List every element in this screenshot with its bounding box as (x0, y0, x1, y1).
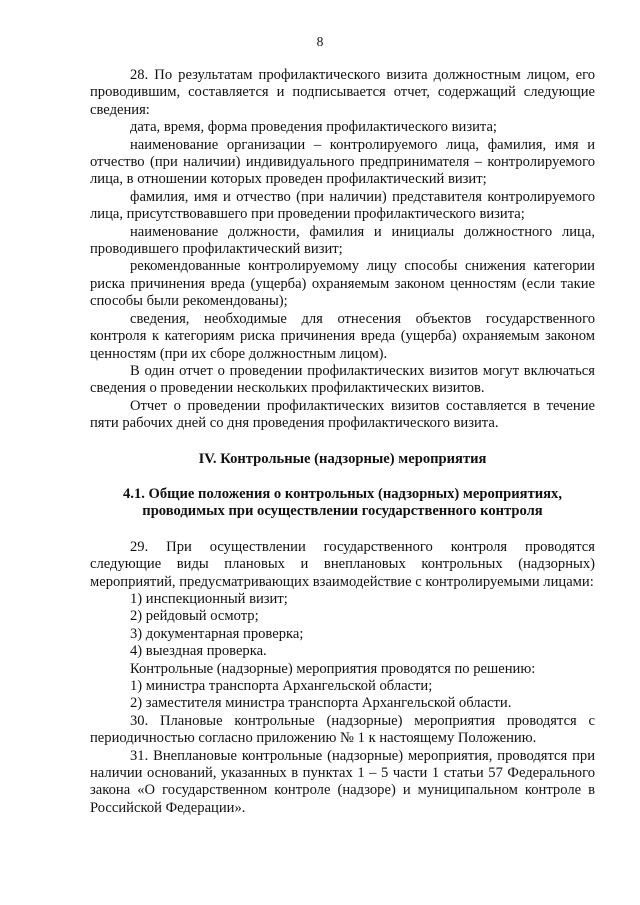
list-item-documentary-check: 3) документарная проверка; (130, 625, 304, 642)
report-item-official: наименование должности, фамилия и инициалы должностного лица, проводившего профилактический визит; (90, 223, 595, 258)
report-item-risk-data: сведения, необходимые для отнесения объектов государственного контроля к категориям риска причинения вреда (ущерба) охраняемым законом ценностям (при их сборе должностным лицом). (90, 310, 595, 362)
paragraph-29-intro: 29. При осуществлении государственного контроля проводятся следующие виды плановых и внеплановых контрольных (надзорных) мероприятий, предусматривающих взаимодействие с контролируемыми лицами: (90, 538, 595, 590)
report-item-representative: фамилия, имя и отчество (при наличии) представителя контролируемого лица, присутствовавшего при проведении профилактического визита; (90, 188, 595, 223)
list-item-inspection-visit: 1) инспекционный визит; (130, 590, 288, 607)
list-item-raid-inspection: 2) рейдовый осмотр; (130, 608, 259, 625)
subsection-heading: 4.1. Общие положения о контрольных (надзорных) мероприятиях, проводимых при осуществлении государственного контроля (123, 485, 562, 520)
paragraph-30: 30. Плановые контрольные (надзорные) мероприятия проводятся с периодичностью согласно приложению № 1 к настоящему Положению. (90, 712, 595, 747)
report-item-organization: наименование организации – контролируемого лица, фамилия, имя и отчество (при наличии) индивидуального предпринимателя – контролируемого лица, в отношении которых проведен профилактический визит; (90, 136, 595, 188)
page-number: 8 (316, 34, 324, 49)
section-heading: IV. Контрольные (надзорные) мероприятия (198, 450, 487, 467)
list-item-minister: 1) министра транспорта Архангельской области; (130, 678, 433, 694)
paragraph-report-deadline: Отчет о проведении профилактических визитов составляется в течение пяти рабочих дней со дня проведения профилактического визита. (90, 397, 595, 432)
paragraph-decision-intro: Контрольные (надзорные) мероприятия проводятся по решению: (130, 660, 536, 677)
report-item-date-time: дата, время, форма проведения профилактического визита; (130, 119, 497, 136)
paragraph-single-report: В один отчет о проведении профилактических визитов могут включаться сведения о проведении нескольких профилактических визитов. (90, 362, 595, 397)
report-item-recommendations: рекомендованные контролируемому лицу способы снижения категории риска причинения вреда (ущерба) охраняемым законом ценностям (если такие способы были рекомендованы); (90, 258, 595, 310)
list-item-field-check: 4) выездная проверка. (130, 643, 267, 660)
paragraph-31: 31. Внеплановые контрольные (надзорные) мероприятия, проводятся при наличии оснований, указанных в пунктах 1 – 5 части 1 статьи 57 Федерального закона «О государственном контроле (надзоре) и муниципальном контроле в Российской Федерации». (90, 747, 595, 816)
page-content (90, 67, 595, 817)
paragraph-28-intro: 28. По результатам профилактического визита должностным лицом, его проводившим, составляется и подписывается отчет, содержащий следующие сведения: (90, 67, 595, 118)
list-item-deputy-minister: 2) заместителя министра транспорта Архангельской области. (130, 695, 512, 712)
